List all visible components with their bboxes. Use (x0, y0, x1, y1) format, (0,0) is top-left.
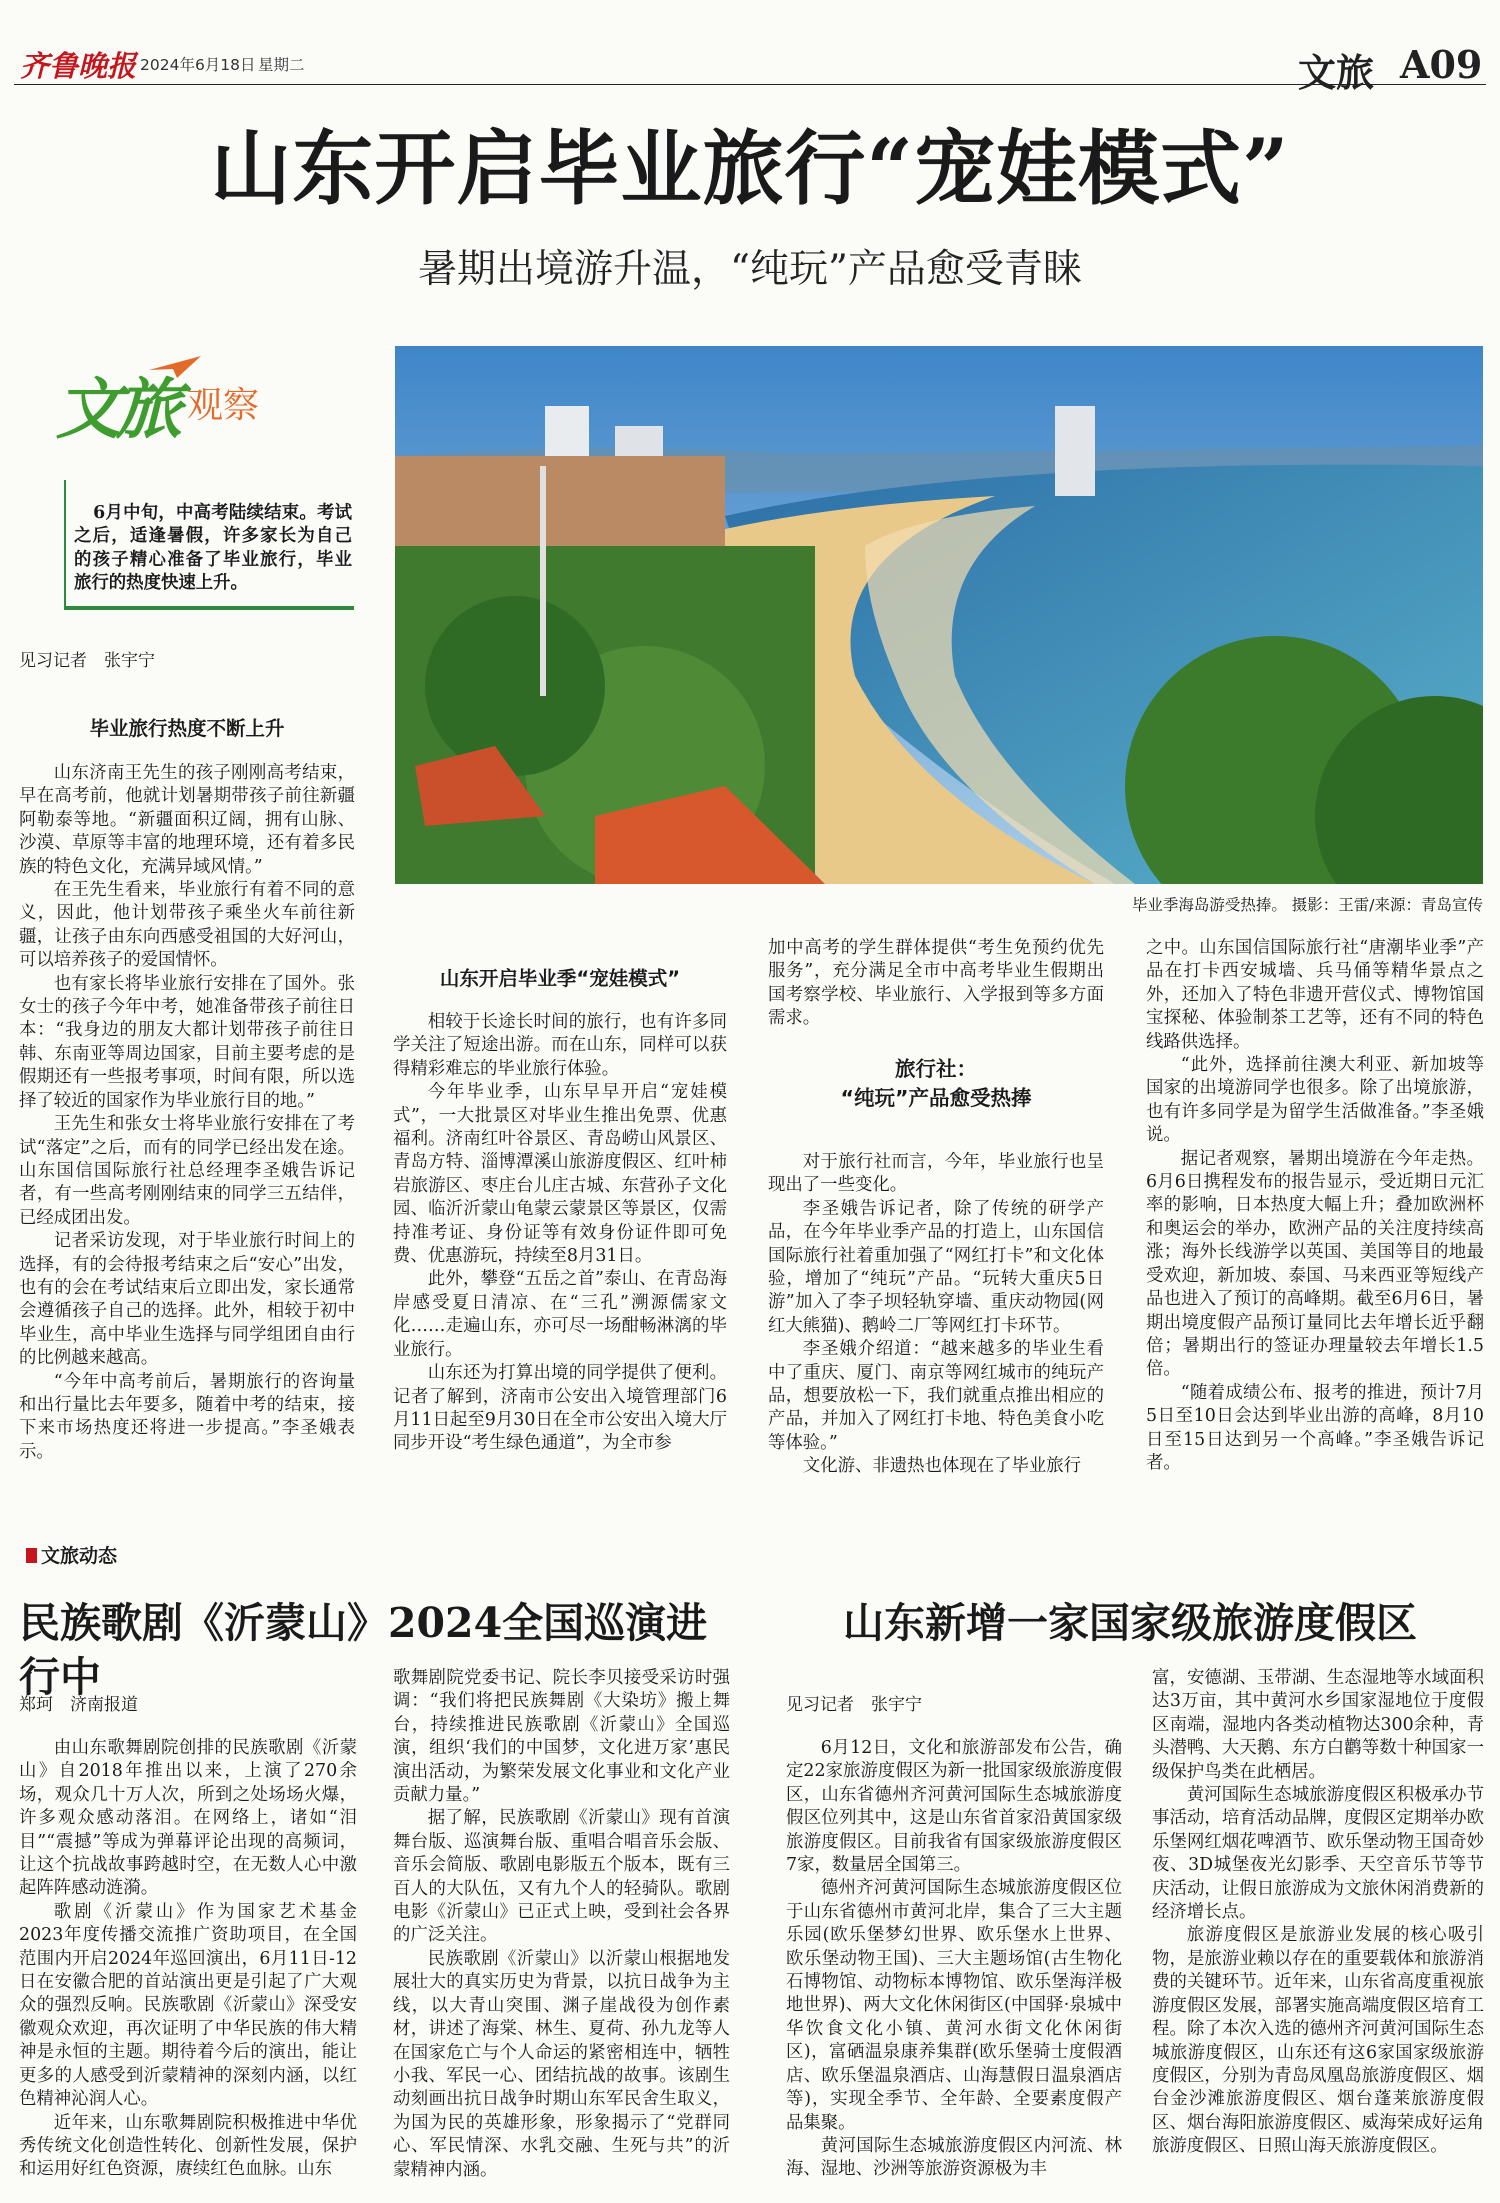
intro-divider (64, 606, 354, 610)
paragraph: “此外，选择前往澳大利亚、新加坡等国家的出境游同学也很多。除了出境旅游，也有许多同学是为留学生活做准备。”李圣娥说。 (1146, 1055, 1484, 1146)
paper-logo: 齐鲁晚报 (20, 49, 137, 83)
paragraph: 今年毕业季，山东早早开启“宠娃模式”，一大批景区对毕业生推出免票、优惠福利。济南红叶谷景区、青岛崂山风景区、青岛方特、淄博潭溪山旅游度假区、红叶柿岩旅游区、枣庄台儿庄古城、东营孙子文化园、临沂沂蒙山龟蒙云蒙景区等景区，仅需持准考证、身份证等有效身份证件即可免费、优惠游玩，持续至8月31日。 (393, 1082, 727, 1267)
paragraph: 6月12日，文化和旅游部发布公告，确定22家旅游度假区为新一批国家级旅游度假区，山东省德州齐河黄河国际生态城旅游度假区位列其中，这是山东省首家沿黄国家级旅游度假区。目前我省有国家级旅游度假区7家，数量居全国第三。 (786, 1738, 1122, 1876)
main-byline: 见习记者 张宇宁 (19, 651, 155, 671)
paragraph: 此外，攀登“五岳之首”泰山、在青岛海岸感受夏日清凉、在“三孔”溯源儒家文化……走遍山东，亦可尽一场酣畅淋漓的毕业旅行。 (393, 1269, 727, 1360)
section-tag-marker (26, 1548, 37, 1563)
main-column-2 (393, 1011, 727, 1456)
main-column-4 (1146, 937, 1484, 1475)
section-name: 文旅 (1298, 50, 1375, 95)
paragraph: 也有家长将毕业旅行安排在了国外。张女士的孩子今年中考，她准备带孩子前往日本：“我身边的朋友大都计划带孩子前往日韩、东南亚等周边国家，目前主要考虑的是假期还有一些报考事项，时间有限，所以选择了较近的国家作为毕业旅行目的地。” (19, 973, 355, 1111)
story-left-column-1 (19, 1737, 357, 2182)
masthead-rule (14, 84, 1486, 85)
paragraph: 据了解，民族歌剧《沂蒙山》现有首演舞台版、巡演舞台版、重唱合唱音乐会版、音乐会简版、歌剧电影版五个版本，既有三百人的大队伍，又有九个人的轻骑队。歌剧电影《沂蒙山》已正式上映，受到社会各界的广泛关注。 (393, 1808, 730, 1946)
column-logo-word1: 文旅 (56, 370, 176, 448)
paragraph: 相较于长途长时间的旅行，也有许多同学关注了短途出游。而在山东，同样可以获得精彩难忘的毕业旅行体验。 (393, 1012, 727, 1079)
page-title: 山东开启毕业旅行“宠娃模式” (210, 122, 1290, 217)
paragraph: 文化游、非遗热也体现在了毕业旅行 (802, 1456, 1082, 1477)
paragraph: 民族歌剧《沂蒙山》以沂蒙山根据地发展壮大的真实历史为背景，以抗日战争为主线，以大青山突围、渊子崖战役为创作素材，讲述了海棠、林生、夏荷、孙九龙等人在国家危亡与个人命运的紧密相连中，牺牲小我、军民一心、团结抗战的故事。该剧生动刻画出抗日战争时期山东军民舍生取义，为国为民的英雄形象，形象揭示了“党群同心、军民情深、水乳交融、生死与共”的沂蒙精神内涵。 (393, 1948, 730, 2180)
section-tag (26, 1541, 117, 1565)
paragraph: 据记者观察，暑期出境游在今年走热。6月6日携程发布的报告显示，受近期日元汇率的影响，日本热度大幅上升；叠加欧洲杯和奥运会的举办，欧洲产品的关注度持续高涨；海外长线游学以英国、美国等目的地最受欢迎，新加坡、泰国、马来西亚等短线产品也进入了预订的高峰期。截至6月6日，暑期出境度假产品预订量同比去年增长近乎翻倍；暑期出行的签证办理量较去年增长1.5倍。 (1146, 1148, 1484, 1380)
paragraph: 山东济南王先生的孩子刚刚高考结束，早在高考前，他就计划暑期带孩子前往新疆阿勒泰等地。“新疆面积辽阔，拥有山脉、沙漠、草原等丰富的地理环境，还有着多民族的特色文化，充满异域风情。” (19, 763, 355, 877)
masthead (0, 0, 1500, 95)
paragraph: 富，安德湖、玉带湖、生态湿地等水域面积达3万亩，其中黄河水乡国家湿地位于度假区南端，湿地内各类动植物达300余种，青头潜鸭、大天鹅、东方白鹳等数十种国家一级保护鸟类在此栖居。 (1152, 1668, 1484, 1782)
paragraph: 由山东歌舞剧院创排的民族歌剧《沂蒙山》自2018年推出以来，上演了270余场，观众几十万人次，所到之处场场火爆，许多观众感动落泪。在网络上，诸如“泪目”“震撼”等成为弹幕评论出现的高频词，让这个抗战故事跨越时空，在无数人心中激起阵阵感动涟漪。 (19, 1738, 357, 1899)
main-column-3b (768, 1151, 1104, 1479)
paragraph: 之中。山东国信国际旅行社“唐潮毕业季”产品在打卡西安城墙、兵马俑等精华景点之外，还加入了特色非遗开营仪式、博物馆国宝探秘、体验制茶工艺等，还有不同的特色线路供选择。 (1146, 938, 1484, 1052)
paragraph: 黄河国际生态城旅游度假区积极承办节事活动，培育活动品牌，度假区定期举办欧乐堡网红烟花啤酒节、欧乐堡动物王国奇妙夜、3D城堡夜光幻影季、天空音乐节等节庆活动，让假日旅游成为文旅休闲消费新的经济增长点。 (1152, 1785, 1484, 1923)
paragraph: 歌舞剧院党委书记、院长李贝接受采访时强调：“我们将把民族舞剧《大染坊》搬上舞台，持续推进民族歌剧《沂蒙山》全国巡演，组织‘我们的中国梦，文化进万家’惠民演出活动，为繁荣发展文化事业和文化产业贡献力量。” (393, 1668, 730, 1806)
paragraph: 李圣娥告诉记者，除了传统的研学产品，在今年毕业季产品的打造上，山东国信国际旅行社着重加强了“网红打卡”和文化体验，增加了“纯玩”产品。“玩转大重庆5日游”加入了李子坝轻轨穿墙、重庆动物园(网红大熊猫)、鹅岭二厂等网红打卡环节。 (768, 1198, 1104, 1336)
issue-weekday: 星期二 (258, 56, 305, 74)
paragraph: 加中高考的学生群体提供“考生免预约优先服务”，充分满足全市中高考毕业生假期出国考察学校、毕业旅行、入学报到等多方面需求。 (768, 938, 1104, 1029)
main-subhead-2: 山东开启毕业季“宠娃模式” (439, 967, 681, 990)
paragraph: 歌剧《沂蒙山》作为国家艺术基金2023年度传播交流推广资助项目，在全国范围内开启2024年巡回演出，6月11日-12日在安徽合肥的首站演出更是引起了广大观众的强烈反响。民族歌剧《沂蒙山》深受安徽观众欢迎，再次证明了中华民族的伟大精神是永恒的主题。期待着今后的演出，能让更多的人感受到沂蒙精神的深刻内涵，以红色精神沁润人心。 (19, 1901, 357, 2110)
issue-date: 2024年6月18日 (140, 56, 256, 74)
page-subtitle: 暑期出境游升温，“纯玩”产品愈受青睐 (418, 247, 1082, 292)
paragraph: “随着成绩公布、报考的推进，预计7月5日至10日会达到毕业出游的高峰，8月10日至15日达到另一个高峰。”李圣娥告诉记者。 (1146, 1382, 1484, 1473)
paragraph: 在王先生看来，毕业旅行有着不同的意义，因此，他计划带孩子乘坐火车前往新疆，让孩子由东向西感受祖国的大好河山，可以培养孩子的爱国情怀。 (19, 880, 355, 971)
paragraph: 对于旅行社而言，今年，毕业旅行也呈现出了一些变化。 (768, 1152, 1104, 1196)
column-logo-word2: 观察 (187, 385, 260, 426)
story-left-title: 民族歌剧《沂蒙山》2024全国巡演进行中 (19, 1599, 708, 1701)
story-right-byline: 见习记者 张宇宁 (786, 1695, 922, 1715)
main-column-3a (768, 937, 1104, 1031)
paragraph: 近年来，山东歌舞剧院积极推进中华优秀传统文化创造性转化、创新性发展，保护和运用好红色资源，赓续红色血脉。山东 (19, 2112, 357, 2180)
paragraph: 记者采访发现，对于毕业旅行时间上的选择，有的会待报考结束之后“安心”出发，也有的会在考试结束后立即出发，家长通常会遵循孩子自己的选择。此外，相较于初中毕业生，高中毕业生选择与同学组团自由行的比例越来越高。 (19, 1231, 355, 1369)
photo-caption: 毕业季海岛游受热捧。 摄影：王雷/来源：青岛宣传 (1131, 896, 1483, 914)
paragraph: “今年中高考前后，暑期旅行的咨询量和出行量比去年要多，随着中考的结束，接下来市场热度还将进一步提高。”李圣娥表示。 (19, 1371, 355, 1462)
story-right-column-1 (786, 1737, 1122, 2182)
story-right-title: 山东新增一家国家级旅游度假区 (843, 1599, 1417, 1647)
intro-vline (64, 480, 66, 610)
paragraph: 旅游度假区是旅游业发展的核心吸引物，是旅游业赖以存在的重要载体和旅游消费的关键环节。近年来，山东省高度重视旅游度假区发展，部署实施高端度假区培育工程。除了本次入选的德州齐河黄河国际生态城旅游度假区，山东还有这6家国家级旅游度假区，分别为青岛凤凰岛旅游度假区、烟台金沙滩旅游度假区、烟台蓬莱旅游度假区、烟台海阳旅游度假区、威海荣成好运角旅游度假区、日照山海天旅游度假区。 (1152, 1925, 1484, 2157)
paragraph: 黄河国际生态城旅游度假区内河流、林海、湿地、沙洲等旅游资源极为丰 (786, 2135, 1122, 2180)
paper-plane-icon (147, 354, 203, 380)
paragraph: 德州齐河黄河国际生态城旅游度假区位于山东省德州市黄河北岸，集合了三大主题乐园(欧乐堡梦幻世界、欧乐堡水上世界、欧乐堡动物王国)、三大主题场馆(古生物化石博物馆、动物标本博物馆、欧乐堡海洋极地世界)、两大文化休闲街区(中国驿·泉城中华饮食文化小镇、黄河水街文化休闲街区)，富硒温泉康养集群(欧乐堡骑士度假酒店、欧乐堡温泉酒店、山海慧假日温泉酒店等)，实现全季节、全年龄、全要素度假产品集聚。 (786, 1878, 1122, 2133)
story-left-byline: 郑珂 济南报道 (19, 1695, 138, 1715)
story-left-column-2 (393, 1667, 730, 2182)
story-right-column-2 (1152, 1667, 1484, 2159)
beach-photo (395, 346, 1483, 884)
paragraph: 山东还为打算出境的同学提供了便利。记者了解到，济南市公安出入境管理部门6月11日起至9月30日在全市公安出入境大厅同步开设“考生绿色通道”，为全市参 (393, 1363, 727, 1454)
section-tag-label: 文旅动态 (41, 1545, 118, 1567)
main-subhead-1: 毕业旅行热度不断上升 (89, 717, 285, 740)
main-column-1 (19, 762, 355, 1464)
intro-text: 6月中旬，中高考陆续结束。考试之后，适逢暑假，许多家长为自己的孩子精心准备了毕业旅行，毕业旅行的热度快速上升。 (74, 503, 352, 594)
paragraph: 王先生和张女士将毕业旅行安排在了考试“落定”之后，而有的同学已经出发在途。山东国信国际旅行社总经理李圣娥告诉记者，有一些高考刚刚结束的同学三五结伴，已经成团出发。 (19, 1114, 355, 1228)
paragraph: 李圣娥介绍道：“越来越多的毕业生看中了重庆、厦门、南京等网红城市的纯玩产品，想要放松一下，我们就重点推出相应的产品，并加入了网红打卡地、特色美食小吃等体验。” (768, 1339, 1104, 1453)
column-logo (52, 352, 352, 472)
page-number: A09 (1400, 42, 1483, 87)
main-subhead-3: 旅行社： “纯玩”产品愈受热捧 (840, 1057, 1032, 1110)
